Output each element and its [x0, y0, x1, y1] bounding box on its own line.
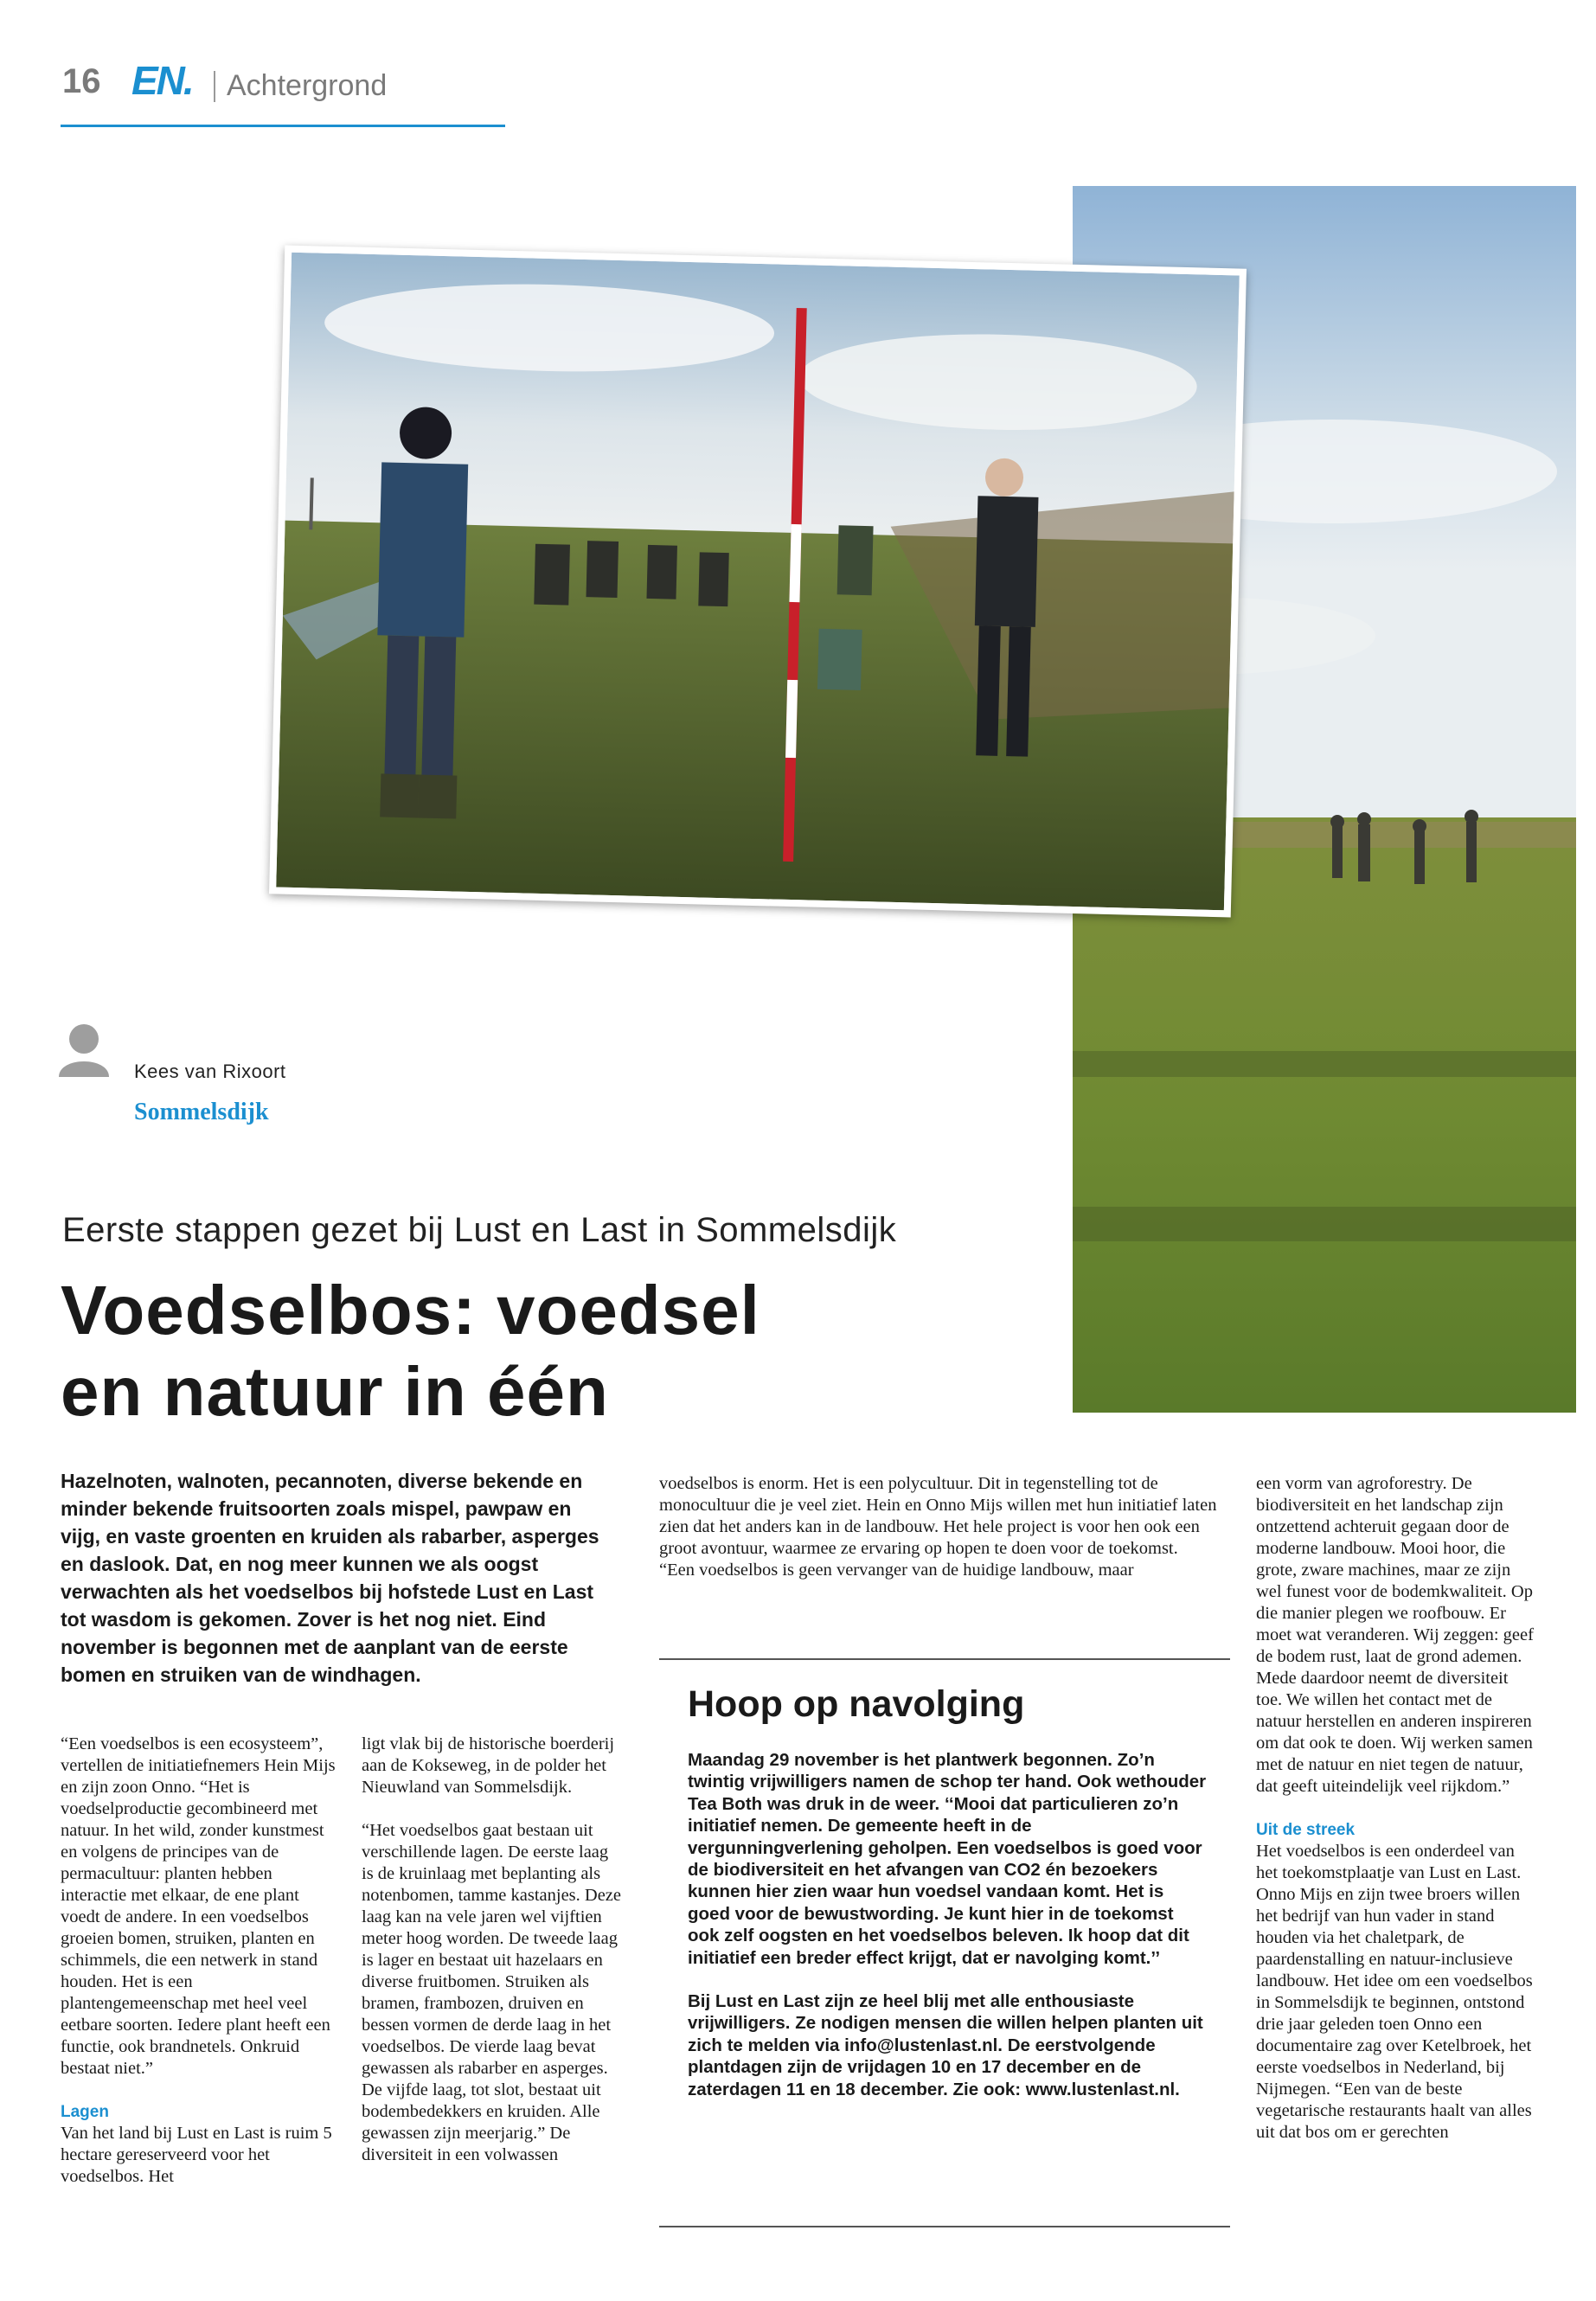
- article-column-4: [1256, 1473, 1536, 2165]
- article-column-2: [362, 1734, 621, 2188]
- headline-line-1: Voedselbos: voedsel: [61, 1272, 760, 1349]
- body-paragraph: Van het land bij Lust en Last is ruim 5 hectare gereserveerd voor het voedselbos. Het: [61, 2124, 332, 2186]
- article-column-1: [61, 1734, 337, 2209]
- body-paragraph: “Het voedselbos gaat bestaan uit verschillende lagen. De eerste laag is de kruinlaag met beplanting als notenbomen, tamme kastanjes. Deze laag kan na vele jaren wel vijftien meter hoog worden. De tweede laag is lager en bestaat uit hazelaars en diverse fruitbomen. Struiken als bramen, frambozen, druiven en bessen vormen de derde laag in het voedselbos. De vierde laag bevat gewassen als rabarber en asperges. De vijfde laag, tot slot, bestaat uit bodembedekkers en kruiden. Alle gewassen zijn meerjarig.” De diversiteit in een volwassen: [362, 1821, 621, 2164]
- newspaper-logo: EN.: [131, 58, 193, 103]
- body-paragraph: ligt vlak bij de historische boerderij aan de Kokseweg, in de polder het Nieuwland van Sommelsdijk.: [362, 1734, 615, 1797]
- section-label: Achtergrond: [227, 69, 388, 102]
- author-name: Kees van Rixoort: [134, 1061, 286, 1082]
- photo-volunteers-planting: [269, 246, 1247, 918]
- box-top-rule: [659, 1658, 1230, 1660]
- body-paragraph: Het voedselbos is een onderdeel van het toekomstplaatje van Lust en Last. Onno Mijs en zijn twee broers willen het bedrijf van hun vader in stand houden via het chaletpark, de paardenstalling en natuur-inclusieve landbouw. Het idee om een voedselbos in Sommelsdijk te beginnen, ontstond drie jaar geleden toen Onno een documentaire zag over Ketelbroek, het eerste voedselbos in Nederland, bij Nijmegen. “Een van de beste vegetarische restaurants haalt van alles uit dat bos om er gerechten: [1256, 1842, 1533, 2142]
- body-paragraph: een vorm van agroforestry. De biodiversiteit en het landschap zijn ontzettend achteruit gegaan door de moderne landbouw. Mooi hoor, die grote, zware machines, maar ze zijn wel funest voor de bodemkwaliteit. Op die manier plegen we roofbouw. Er moet wat veranderen. Wij zeggen: geef de bodem rust, laat de grond ademen. Mede daardoor neemt de diversiteit toe. We willen het contact met de natuur herstellen en anderen inspireren om dat ook te doen. Wij werken samen met de natuur en niet tegen de natuur, dat geeft uiteindelijk veel rijkdom.”: [1256, 1474, 1534, 1796]
- info-box-body: [688, 1749, 1207, 2122]
- article-column-3: [659, 1473, 1230, 1581]
- body-paragraph: “Een voedselbos is geen vervanger van de huidige landbouw, maar: [659, 1561, 1134, 1580]
- headline-line-2: en natuur in één: [61, 1353, 609, 1430]
- article-headline: [61, 1270, 1012, 1433]
- body-paragraph: “Een voedselbos is een ecosysteem”, vertellen de initiatiefnemers Hein Mijs en zijn zoon Onno. “Het is voedselproductie gecombineerd met natuur. In het wild, zonder kunstmest en volgens de principes van de permacultuur: planten hebben interactie met elkaar, de ene plant voedt de andere. In een voedselbos groeien bomen, struiken, planten en schimmels, die een netwerk in stand houden. Het is een plantengemeenschap met heel veel eetbare soorten. Iedere plant heeft een functie, ook brandnetels. Onkruid bestaat niet.”: [61, 1734, 336, 2078]
- box-title: Hoop op navolging: [688, 1683, 1025, 1725]
- box-bottom-rule: [659, 2226, 1230, 2227]
- subheading-lagen: Lagen: [61, 2103, 109, 2121]
- header-rule: [61, 125, 505, 127]
- header-separator: [214, 71, 215, 102]
- body-paragraph: voedselbos is enorm. Het is een polycultuur. Dit in tegenstelling tot de monocultuur die je veel ziet. Hein en Onno Mijs willen met hun initiatief laten zien dat het anders kan in de landbouw. Het hele project is voor hen ook een groot avontuur, waarmee ze ervaring op hopen te doen voor de toekomst.: [659, 1474, 1217, 1558]
- subheading-uit-de-streek: Uit de streek: [1256, 1821, 1356, 1839]
- box-paragraph: Bij Lust en Last zijn ze heel blij met alle enthousiaste vrijwilligers. Ze nodigen mensen die willen helpen planten uit zich te melden via info@lustenlast.nl. De eerstvolgende plantdagen zijn de vrijdagen 10 en 17 december en de zaterdagen 11 en 18 december. Zie ook: www.lustenlast.nl.: [688, 1991, 1203, 2099]
- article-kicker: Eerste stappen gezet bij Lust en Last in Sommelsdijk: [62, 1211, 897, 1249]
- box-paragraph: Maandag 29 november is het plantwerk begonnen. Zo’n twintig vrijwilligers namen de schop ter hand. Ook wethouder Tea Both was druk in de weer. ‘‘Mooi dat particulieren zo’n initiatief nemen. De gemeente heeft in de vergunningverlening geholpen. Een voedselbos is goed voor de biodiversiteit en het afvangen van CO2 én bezoekers kunnen hier zien waar hun voedsel vandaan komt. Het is goed voor de bewustwording. Je kunt hier in de toekomst ook zelf oogsten en het voedselbos beleven. Ik hoop dat dit initiatief een breder effect krijgt, dat er navolging komt.’’: [688, 1750, 1207, 1968]
- page-number: 16: [62, 62, 101, 100]
- author-avatar-icon: [59, 1023, 109, 1077]
- article-lead: Hazelnoten, walnoten, pecannoten, diverse bekende en minder bekende fruitsoorten zoals mispel, pawpaw en vijg, en vaste groenten en kruiden als rabarber, asperges en daslook. Dat, en nog meer kunnen we als oogst verwachten als het voedselbos bij hofstede Lust en Last tot wasdom is gekomen. Zover is het nog niet. Eind november is begonnen met de aanplant van de eerste bomen en struiken van de windhagen.: [61, 1470, 599, 1686]
- dateline-place: Sommelsdijk: [134, 1099, 269, 1125]
